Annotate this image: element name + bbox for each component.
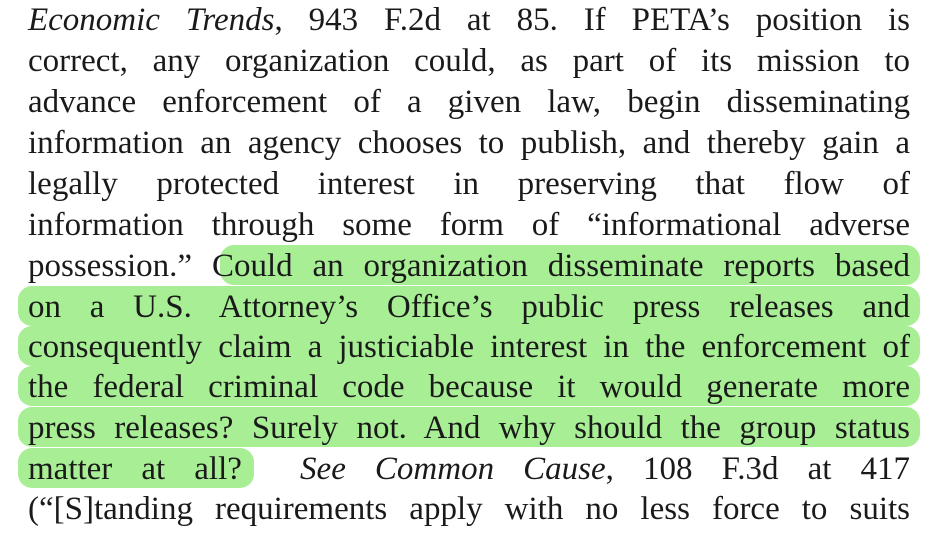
text-line [28, 123, 910, 164]
highlighted-text: Could an organization disseminate reports based [211, 248, 910, 284]
text-segment: correct, any organization could, as part of its mission to [28, 43, 910, 79]
text-segment: possession.” [28, 248, 212, 284]
text-segment: (“[S]tanding requirements apply with no less force to suits [28, 491, 910, 527]
text-line [28, 489, 910, 530]
text-line [28, 0, 910, 41]
highlighted-text: the federal criminal code because it would generate more [28, 369, 910, 405]
highlighted-text: matter at all? [28, 451, 242, 487]
text-segment: , 108 F.3d at 417 [605, 451, 910, 487]
highlighted-text: press releases? Surely not. And why should the group status [28, 410, 910, 446]
text-segment [242, 451, 300, 487]
case-citation: Economic Trends [28, 2, 275, 38]
text-line [28, 327, 910, 368]
highlighted-text: consequently claim a justiciable interest in the enforcement of [28, 329, 910, 365]
text-segment: , 943 F.2d at 85. If PETA’s position is [274, 2, 911, 38]
text-line [28, 41, 910, 82]
text-line [28, 449, 910, 490]
text-line [28, 82, 910, 123]
text-segment: advance enforcement of a given law, begin disseminating [28, 84, 910, 120]
text-line [28, 164, 910, 205]
text-line [28, 287, 910, 328]
case-citation: See Common Cause [300, 451, 606, 487]
highlighted-text: on a U.S. Attorney’s Office’s public press releases and [28, 289, 910, 325]
text-line [28, 205, 910, 246]
text-segment: information through some form of “informational adverse [28, 207, 910, 243]
text-line [28, 246, 910, 287]
text-line [28, 408, 910, 449]
text-segment: information an agency chooses to publish, and thereby gain a [28, 125, 910, 161]
text-line [28, 367, 910, 408]
text-segment: legally protected interest in preserving that flow of [28, 166, 910, 202]
